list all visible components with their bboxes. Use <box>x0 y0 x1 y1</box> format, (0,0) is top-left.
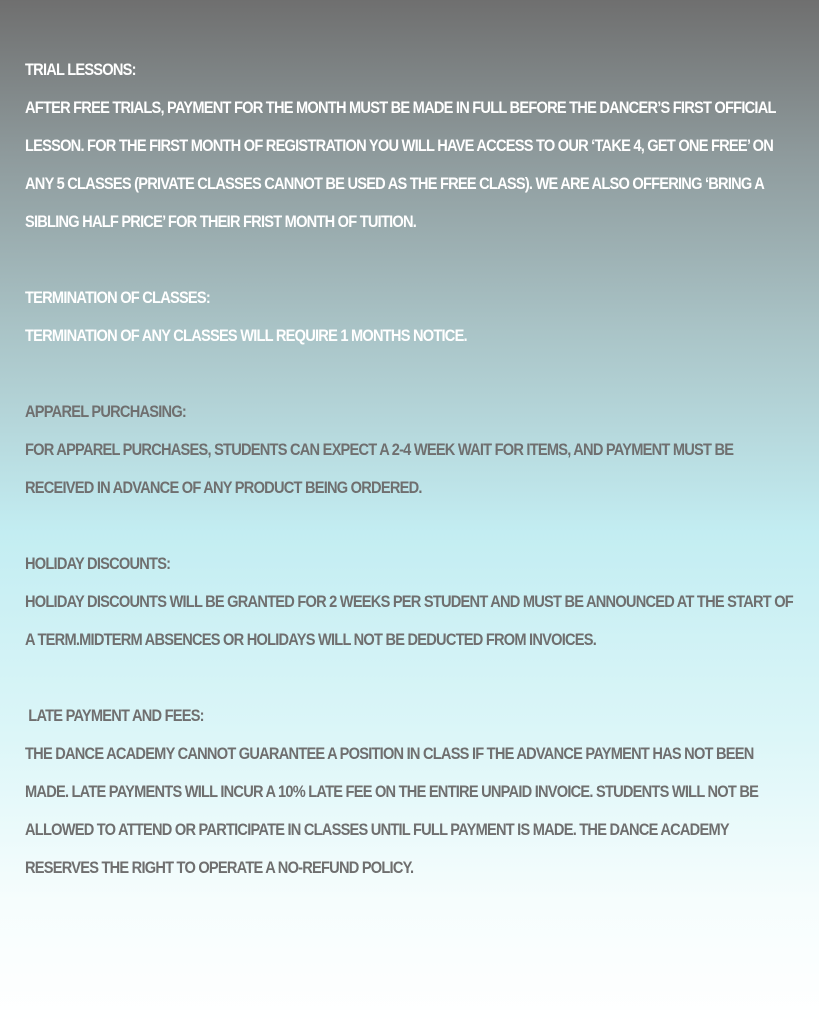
section-heading: HOLIDAY DISCOUNTS: <box>25 554 171 573</box>
section-heading: APPAREL PURCHASING: <box>25 402 187 421</box>
section-heading: TRIAL LESSONS: <box>25 60 136 79</box>
section-body: TERMINATION OF ANY CLASSES WILL REQUIRE 1 MONTHS NOTICE. <box>25 326 467 345</box>
section-body: AFTER FREE TRIALS, PAYMENT FOR THE MONTH MUST BE MADE IN FULL BEFORE THE DANCER’S FIRST OFFICIAL LESSON. FOR THE FIRST MONTH OF REGISTRATION YOU WILL HAVE ACCESS TO OUR ‘TAKE 4, GET ONE FREE’ ON ANY 5 CLASSES (PRIVATE CLASSES CANNOT BE USED AS THE FREE CLASS). WE ARE ALSO OFFERING ‘BRING A SIBLING HALF PRICE’ FOR THEIR FRIST MONTH OF TUITION. <box>25 98 776 231</box>
section-holiday-discounts <box>25 545 800 659</box>
section-apparel <box>25 393 800 507</box>
section-termination <box>25 279 800 355</box>
section-body: HOLIDAY DISCOUNTS WILL BE GRANTED FOR 2 WEEKS PER STUDENT AND MUST BE ANNOUNCED AT THE START OF A TERM.MIDTERM ABSENCES OR HOLIDAYS WILL NOT BE DEDUCTED FROM INVOICES. <box>25 592 793 649</box>
policy-document <box>25 51 800 925</box>
section-heading: LATE PAYMENT AND FEES: <box>25 706 204 725</box>
section-trial-lessons <box>25 51 800 241</box>
section-body: THE DANCE ACADEMY CANNOT GUARANTEE A POSITION IN CLASS IF THE ADVANCE PAYMENT HAS NOT BEEN MADE. LATE PAYMENTS WILL INCUR A 10% LATE FEE ON THE ENTIRE UNPAID INVOICE. STUDENTS WILL NOT BE ALLOWED TO ATTEND OR PARTICIPATE IN CLASSES UNTIL FULL PAYMENT IS MADE. THE DANCE ACADEMY RESERVES THE RIGHT TO OPERATE A NO-REFUND POLICY. <box>25 744 759 877</box>
section-heading: TERMINATION OF CLASSES: <box>25 288 210 307</box>
section-body: FOR APPAREL PURCHASES, STUDENTS CAN EXPECT A 2-4 WEEK WAIT FOR ITEMS, AND PAYMENT MUST BE RECEIVED IN ADVANCE OF ANY PRODUCT BEING ORDERED. <box>25 440 734 497</box>
section-late-payment <box>25 697 800 887</box>
